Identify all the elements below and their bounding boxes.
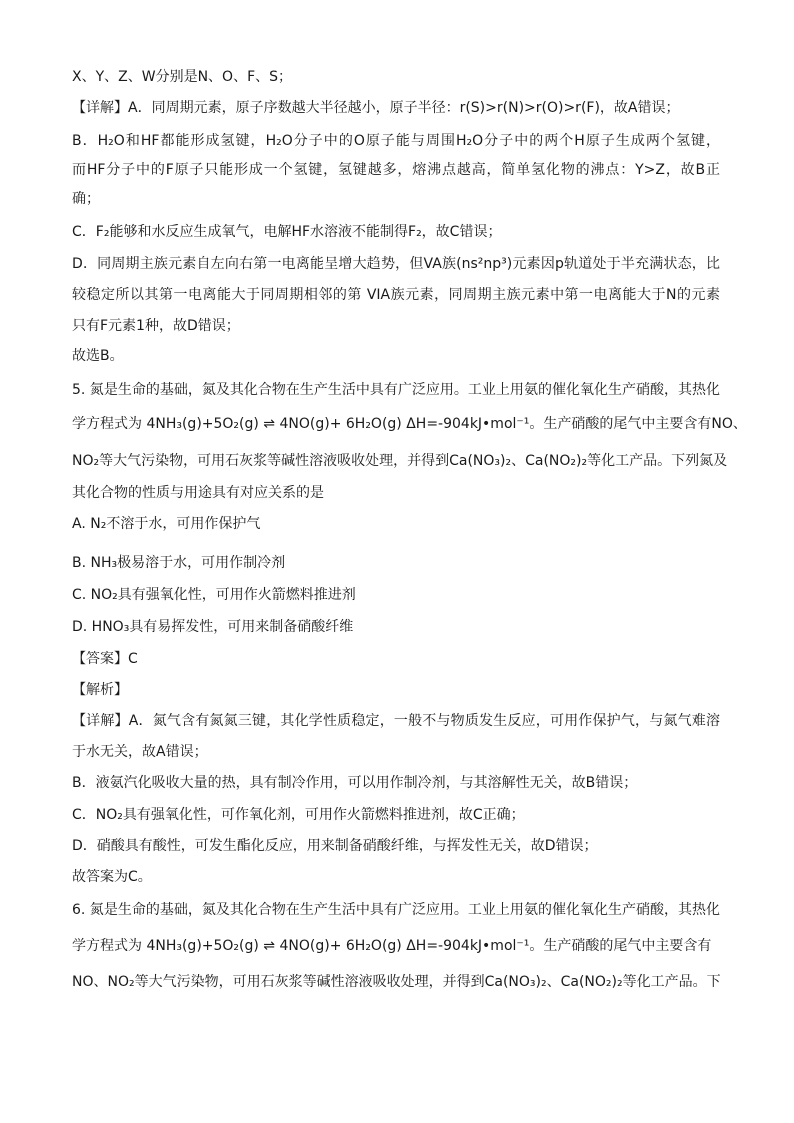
- text-line: 故答案为C。: [72, 869, 152, 885]
- question-6-stem: 6. 氮是生命的基础，氮及其化合物在生产生活中具有广泛应用。工业上用氨的催化氧化生产硝酸，其热化: [72, 902, 720, 918]
- text-line: 确；: [72, 191, 100, 207]
- text-line: 故选B。: [72, 348, 124, 364]
- text-line: 而HF分子中的F原子只能形成一个氢键，氢键越多，熔沸点越高，简单氢化物的沸点：Y>Z，故B正: [72, 162, 720, 178]
- text-line: D．硝酸具有酸性，可发生酯化反应，用来制备硝酸纤维，与挥发性无关，故D错误；: [72, 838, 598, 854]
- question-5-equation: 学方程式为 4NH₃(g)+5O₂(g) ⇌ 4NO(g)+ 6H₂O(g) ΔH=-904kJ•mol⁻¹。生产硝酸的尾气中主要含有NO、: [72, 416, 747, 432]
- option-b: B. NH₃极易溶于水，可用作制冷剂: [72, 555, 286, 571]
- option-a: A. N₂不溶于水，可用作保护气: [72, 516, 261, 532]
- text-line: X、Y、Z、W分别是N、O、F、S；: [72, 69, 293, 85]
- question-5-stem: 5. 氮是生命的基础，氮及其化合物在生产生活中具有广泛应用。工业上用氨的催化氧化生产硝酸，其热化: [72, 382, 720, 398]
- text-line: 【详解】A．同周期元素，原子序数越大半径越小，原子半径：r(S)>r(N)>r(O)>r(F)，故A错误；: [72, 100, 680, 116]
- text-line: 【详解】A．氮气含有氮氮三键，其化学性质稳定，一般不与物质发生反应，可用作保护气，与氮气难溶: [72, 713, 720, 729]
- text-line: NO₂等大气污染物，可用石灰浆等碱性溶液吸收处理，并得到Ca(NO₃)₂、Ca(NO₂)₂等化工产品。下列氮及: [72, 453, 728, 469]
- text-line: B．H₂O和HF都能形成氢键，H₂O分子中的O原子能与周围H₂O分子中的两个H原子生成两个氢键，: [72, 133, 720, 149]
- question-6-equation: 学方程式为 4NH₃(g)+5O₂(g) ⇌ 4NO(g)+ 6H₂O(g) ΔH=-904kJ•mol⁻¹。生产硝酸的尾气中主要含有: [72, 938, 712, 954]
- text-line: 只有F元素1种，故D错误；: [72, 318, 240, 334]
- analysis-label: 【解析】: [72, 682, 128, 698]
- answer-label: 【答案】C: [72, 651, 138, 667]
- text-line: 其化合物的性质与用途具有对应关系的是: [72, 485, 324, 501]
- text-line: 于水无关，故A错误；: [72, 744, 208, 760]
- text-line: C．NO₂具有强氧化性，可作氧化剂，可用作火箭燃料推进剂，故C正确；: [72, 807, 525, 823]
- text-line: D．同周期主族元素自左向右第一电离能呈增大趋势，但VA族(ns²np³)元素因p轨道处于半充满状态，比: [72, 256, 720, 272]
- text-line: C．F₂能够和水反应生成氧气，电解HF水溶液不能制得F₂，故C错误；: [72, 224, 502, 240]
- option-c: C. NO₂具有强氧化性，可用作火箭燃料推进剂: [72, 587, 356, 603]
- text-line: 较稳定所以其第一电离能大于同周期相邻的第 VIA族元素，同周期主族元素中第一电离能大于N的元素: [72, 287, 720, 303]
- text-line: B．液氨汽化吸收大量的热，具有制冷作用，可以用作制冷剂，与其溶解性无关，故B错误；: [72, 775, 638, 791]
- option-d: D. HNO₃具有易挥发性，可用来制备硝酸纤维: [72, 619, 354, 635]
- text-line: NO、NO₂等大气污染物，可用石灰浆等碱性溶液吸收处理，并得到Ca(NO₃)₂、Ca(NO₂)₂等化工产品。下: [72, 974, 721, 990]
